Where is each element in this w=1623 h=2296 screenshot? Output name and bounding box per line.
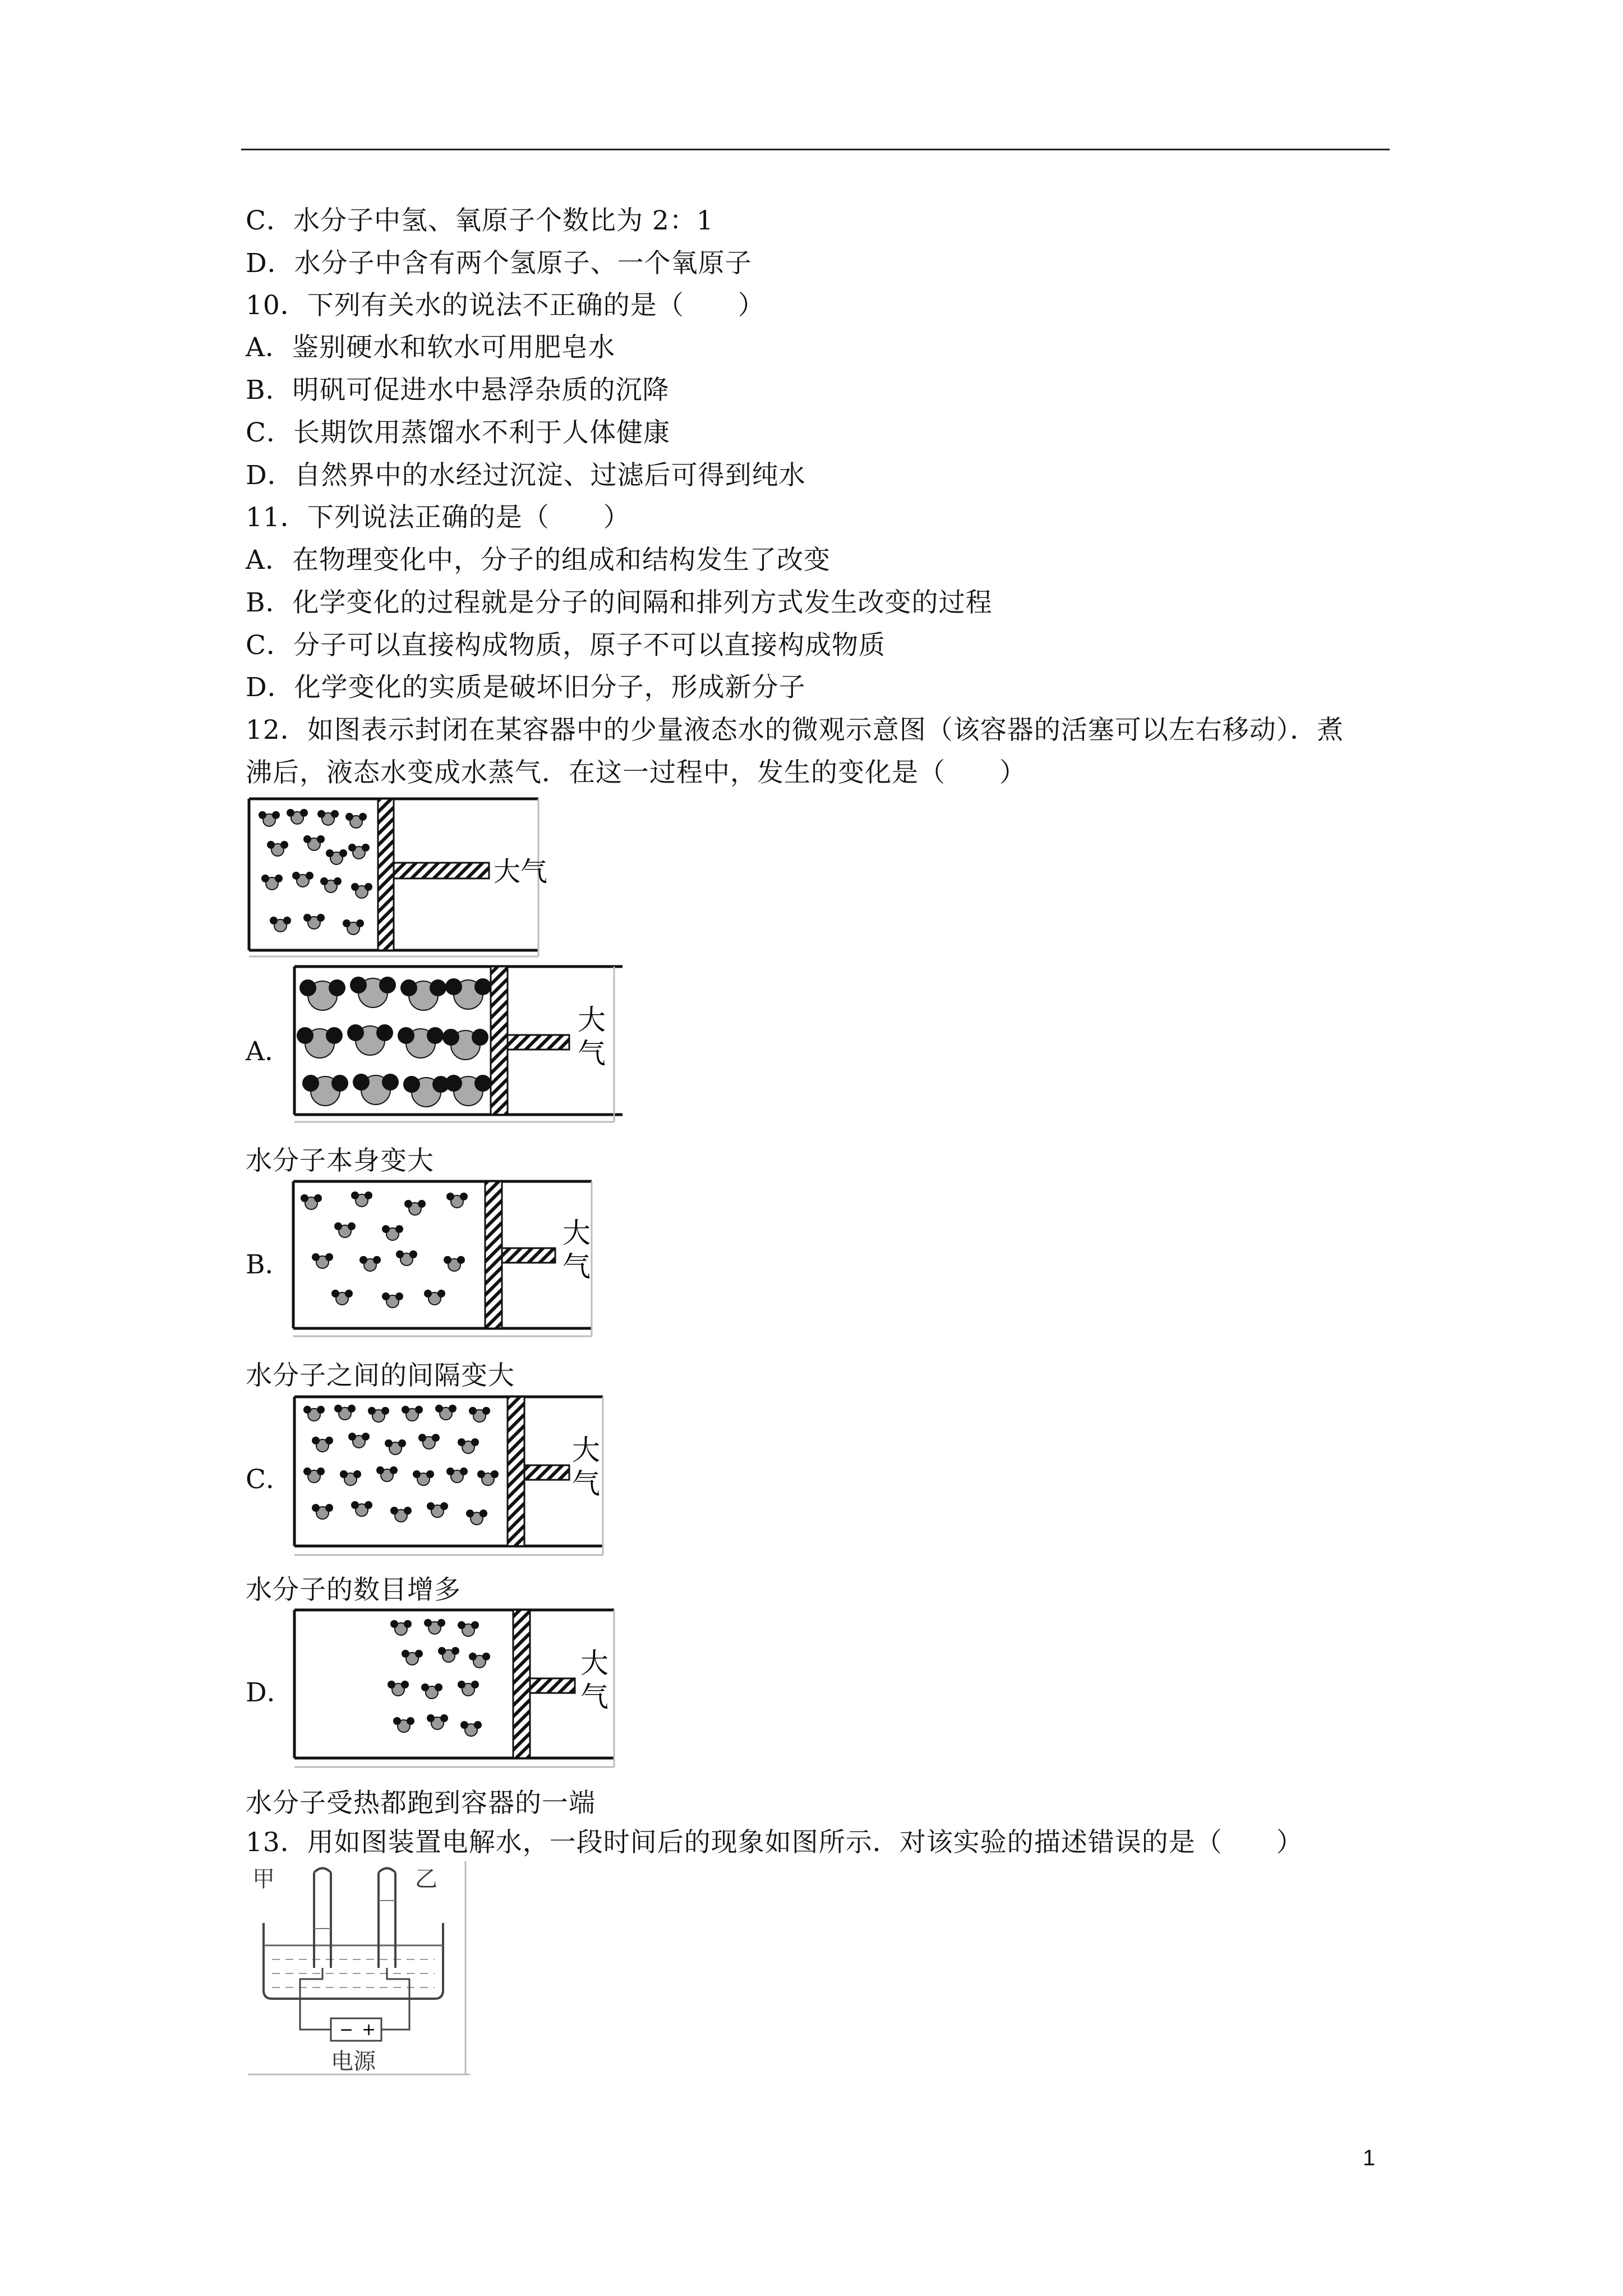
q12-c-atm-2: 气 <box>572 1467 600 1500</box>
q12-option-c-caption: 水分子的数目增多 <box>246 1575 461 1605</box>
q12-option-c-figure <box>289 1392 614 1561</box>
q12-original-figure <box>247 797 550 959</box>
q12-c-atm-1: 大 <box>572 1434 600 1466</box>
q11-stem: 11．下列说法正确的是（ ） <box>246 502 630 533</box>
header-rule <box>241 149 1390 150</box>
q9-option-c: C．水分子中氢、氧原子个数比为 2：1 <box>246 205 714 236</box>
q13-electrolysis-figure <box>247 1861 471 2080</box>
q12-option-a-caption: 水分子本身变大 <box>246 1145 434 1176</box>
q12-b-atm-1: 大 <box>562 1217 591 1249</box>
q12-b-atm-2: 气 <box>562 1250 591 1283</box>
q9-option-d: D．水分子中含有两个氢原子、一个氧原子 <box>246 248 752 279</box>
q12-option-d-letter: D． <box>246 1677 293 1708</box>
q12-d-atm-2: 气 <box>580 1681 608 1713</box>
q13-minus: − <box>339 2020 354 2040</box>
q12-option-b-figure <box>289 1178 603 1341</box>
q12-stem-line2: 沸后，液态水变成水蒸气．在这一过程中，发生的变化是（ ） <box>246 757 1026 788</box>
q12-option-b-caption: 水分子之间的间隔变大 <box>246 1360 515 1391</box>
q11-option-c: C．分子可以直接构成物质，原子不可以直接构成物质 <box>246 630 886 661</box>
q12-a-atm-1: 大 <box>578 1004 606 1036</box>
q12-stem-line1: 12．如图表示封闭在某容器中的少量液态水的微观示意图（该容器的活塞可以左右移动）．煮 <box>246 715 1344 746</box>
q10-option-a: A．鉴别硬水和软水可用肥皂水 <box>246 332 615 363</box>
q13-label-yi: 乙 <box>415 1866 437 1892</box>
q11-option-d: D．化学变化的实质是破坏旧分子，形成新分子 <box>246 672 806 703</box>
q13-label-jia: 甲 <box>252 1866 275 1892</box>
q12-option-a-figure <box>289 962 625 1130</box>
q10-option-b: B．明矾可促进水中悬浮杂质的沉降 <box>246 375 670 406</box>
q11-option-b: B．化学变化的过程就是分子的间隔和排列方式发生改变的过程 <box>246 587 993 618</box>
q12-option-b-letter: B． <box>246 1249 292 1280</box>
q10-option-d: D．自然界中的水经过沉淀、过滤后可得到纯水 <box>246 460 806 491</box>
q13-power-label: 电源 <box>331 2049 376 2074</box>
q12-option-c-letter: C． <box>246 1464 292 1495</box>
q13-stem: 13．用如图装置电解水，一段时间后的现象如图所示．对该实验的描述错误的是（ ） <box>246 1827 1303 1858</box>
q12-option-d-caption: 水分子受热都跑到容器的一端 <box>246 1788 596 1819</box>
q10-stem: 10．下列有关水的说法不正确的是（ ） <box>246 290 765 321</box>
page-number: 1 <box>1363 2146 1376 2170</box>
q11-option-a: A．在物理变化中，分子的组成和结构发生了改变 <box>246 545 831 576</box>
q12-option-a-letter: A． <box>246 1036 291 1067</box>
q13-plus: + <box>362 2020 376 2040</box>
q10-option-c: C．长期饮用蒸馏水不利于人体健康 <box>246 417 670 448</box>
q12-original-atm-label: 大气 <box>494 856 548 887</box>
q12-option-d-figure <box>289 1605 625 1774</box>
q12-a-atm-2: 气 <box>578 1037 606 1070</box>
q12-d-atm-1: 大 <box>580 1647 608 1680</box>
